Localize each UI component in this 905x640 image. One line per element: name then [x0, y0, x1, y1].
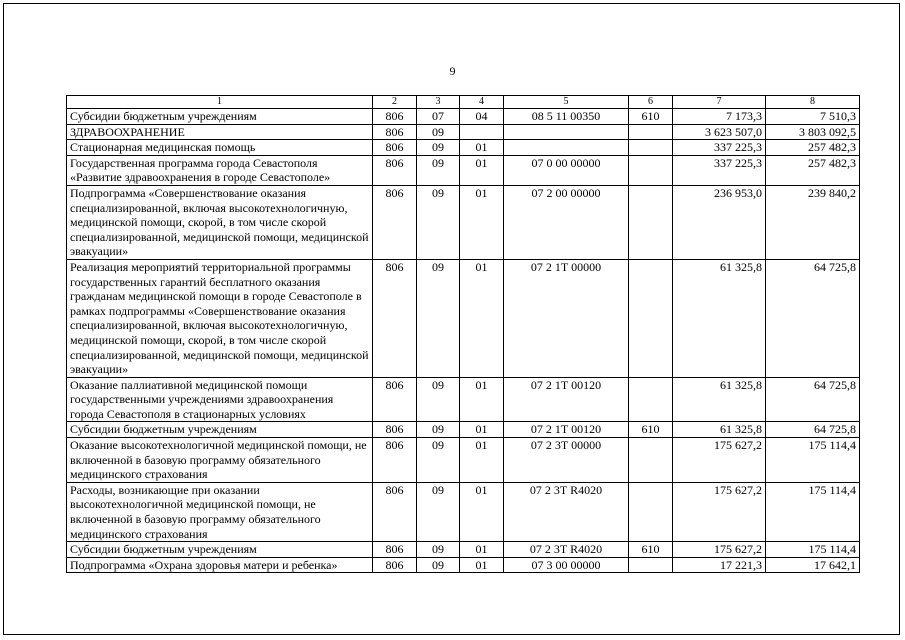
cell-admin-code: 806 [373, 259, 417, 377]
cell-subsection: 01 [460, 377, 504, 422]
cell-target-article: 07 2 1Т 00120 [504, 422, 629, 438]
cell-amount-year1: 175 627,2 [673, 438, 766, 483]
cell-target-article: 08 5 11 00350 [504, 109, 629, 125]
cell-target-article: 07 0 00 00000 [504, 155, 629, 185]
cell-subsection: 01 [460, 557, 504, 573]
cell-target-article: 07 2 3Т R4020 [504, 542, 629, 558]
cell-section: 09 [417, 140, 460, 156]
table-row [67, 482, 860, 541]
cell-section: 09 [417, 155, 460, 185]
cell-admin-code: 806 [373, 109, 417, 125]
cell-amount-year1: 3 623 507,0 [673, 124, 766, 140]
cell-name: Стационарная медицинская помощь [67, 140, 373, 156]
table-row [67, 422, 860, 438]
cell-expense-type [629, 185, 673, 259]
cell-amount-year2: 175 114,4 [766, 482, 860, 541]
table-header-row [67, 96, 860, 109]
table-row [67, 155, 860, 185]
cell-amount-year1: 7 173,3 [673, 109, 766, 125]
header-cell: 1 [67, 96, 373, 109]
cell-amount-year2: 257 482,3 [766, 155, 860, 185]
table-row [67, 124, 860, 140]
table-row [67, 109, 860, 125]
cell-amount-year2: 175 114,4 [766, 438, 860, 483]
cell-amount-year2: 257 482,3 [766, 140, 860, 156]
cell-amount-year2: 239 840,2 [766, 185, 860, 259]
cell-expense-type [629, 377, 673, 422]
cell-name: Оказание паллиативной медицинской помощи государственными учреждениями здравоохранения города Севастополя в стационарных условиях [67, 377, 373, 422]
cell-target-article: 07 2 00 00000 [504, 185, 629, 259]
cell-subsection: 01 [460, 155, 504, 185]
cell-subsection: 01 [460, 438, 504, 483]
cell-admin-code: 806 [373, 438, 417, 483]
cell-admin-code: 806 [373, 557, 417, 573]
cell-expense-type: 610 [629, 542, 673, 558]
cell-amount-year2: 64 725,8 [766, 259, 860, 377]
cell-subsection: 01 [460, 185, 504, 259]
table-row [67, 185, 860, 259]
cell-admin-code: 806 [373, 155, 417, 185]
cell-expense-type [629, 438, 673, 483]
table-row [67, 377, 860, 422]
cell-amount-year1: 337 225,3 [673, 155, 766, 185]
header-cell: 3 [417, 96, 460, 109]
table-row [67, 557, 860, 573]
page-number: 9 [449, 64, 456, 78]
cell-expense-type: 610 [629, 109, 673, 125]
cell-name: Субсидии бюджетным учреждениям [67, 542, 373, 558]
cell-name: Расходы, возникающие при оказании высокотехнологичной медицинской помощи, не включенной в базовую программу обязательного медицинского страхования [67, 482, 373, 541]
table-row [67, 259, 860, 377]
cell-target-article: 07 2 3Т 00000 [504, 438, 629, 483]
cell-section: 09 [417, 557, 460, 573]
cell-name: Подпрограмма «Совершенствование оказания специализированной, включая высокотехнологичную, медицинской помощи, скорой, в том числе скорой специализированной, медицинской помощи, медицинской эвакуации» [67, 185, 373, 259]
table-row [67, 438, 860, 483]
cell-section: 09 [417, 124, 460, 140]
cell-admin-code: 806 [373, 422, 417, 438]
cell-amount-year1: 175 627,2 [673, 542, 766, 558]
cell-section: 09 [417, 422, 460, 438]
cell-expense-type [629, 155, 673, 185]
cell-section: 09 [417, 482, 460, 541]
cell-amount-year1: 17 221,3 [673, 557, 766, 573]
cell-amount-year1: 236 953,0 [673, 185, 766, 259]
cell-subsection: 01 [460, 482, 504, 541]
cell-expense-type [629, 482, 673, 541]
cell-subsection: 01 [460, 542, 504, 558]
cell-section: 09 [417, 438, 460, 483]
table-row [67, 140, 860, 156]
cell-name: Оказание высокотехнологичной медицинской помощи, не включенной в базовую программу обязательного медицинского страхования [67, 438, 373, 483]
cell-expense-type [629, 259, 673, 377]
cell-subsection [460, 124, 504, 140]
cell-amount-year1: 61 325,8 [673, 259, 766, 377]
cell-section: 09 [417, 185, 460, 259]
header-cell: 8 [766, 96, 860, 109]
cell-subsection: 01 [460, 422, 504, 438]
cell-amount-year1: 337 225,3 [673, 140, 766, 156]
cell-name: Субсидии бюджетным учреждениям [67, 109, 373, 125]
cell-name: Подпрограмма «Охрана здоровья матери и ребенка» [67, 557, 373, 573]
cell-subsection: 04 [460, 109, 504, 125]
cell-amount-year2: 64 725,8 [766, 422, 860, 438]
cell-subsection: 01 [460, 140, 504, 156]
cell-amount-year1: 61 325,8 [673, 377, 766, 422]
budget-table [66, 95, 860, 573]
cell-name: Субсидии бюджетным учреждениям [67, 422, 373, 438]
cell-section: 09 [417, 377, 460, 422]
cell-admin-code: 806 [373, 377, 417, 422]
cell-section: 07 [417, 109, 460, 125]
cell-amount-year2: 64 725,8 [766, 377, 860, 422]
cell-name: Реализация мероприятий территориальной программы государственных гарантий бесплатного оказания гражданам медицинской помощи в городе Севастополе в рамках подпрограммы «Совершенствование оказания специализированной, включая высокотехнологичную, медицинской помощи, скорой, в том числе скорой специализированной, медицинской помощи, медицинской эвакуации» [67, 259, 373, 377]
header-cell: 4 [460, 96, 504, 109]
cell-name: Государственная программа города Севастополя «Развитие здравоохранения в городе Севастополе» [67, 155, 373, 185]
cell-target-article: 07 2 3Т R4020 [504, 482, 629, 541]
cell-target-article: 07 3 00 00000 [504, 557, 629, 573]
cell-target-article: 07 2 1Т 00120 [504, 377, 629, 422]
cell-target-article [504, 124, 629, 140]
cell-admin-code: 806 [373, 124, 417, 140]
cell-amount-year2: 17 642,1 [766, 557, 860, 573]
cell-expense-type [629, 140, 673, 156]
header-cell: 2 [373, 96, 417, 109]
cell-amount-year2: 7 510,3 [766, 109, 860, 125]
header-cell: 5 [504, 96, 629, 109]
header-cell: 7 [673, 96, 766, 109]
cell-amount-year2: 3 803 092,5 [766, 124, 860, 140]
cell-name: ЗДРАВООХРАНЕНИЕ [67, 124, 373, 140]
cell-subsection: 01 [460, 259, 504, 377]
cell-admin-code: 806 [373, 140, 417, 156]
cell-section: 09 [417, 259, 460, 377]
table-row [67, 542, 860, 558]
cell-expense-type [629, 124, 673, 140]
cell-target-article: 07 2 1Т 00000 [504, 259, 629, 377]
cell-target-article [504, 140, 629, 156]
cell-section: 09 [417, 542, 460, 558]
cell-expense-type: 610 [629, 422, 673, 438]
cell-amount-year2: 175 114,4 [766, 542, 860, 558]
cell-admin-code: 806 [373, 542, 417, 558]
header-cell: 6 [629, 96, 673, 109]
cell-admin-code: 806 [373, 185, 417, 259]
cell-amount-year1: 61 325,8 [673, 422, 766, 438]
cell-amount-year1: 175 627,2 [673, 482, 766, 541]
cell-admin-code: 806 [373, 482, 417, 541]
cell-expense-type [629, 557, 673, 573]
